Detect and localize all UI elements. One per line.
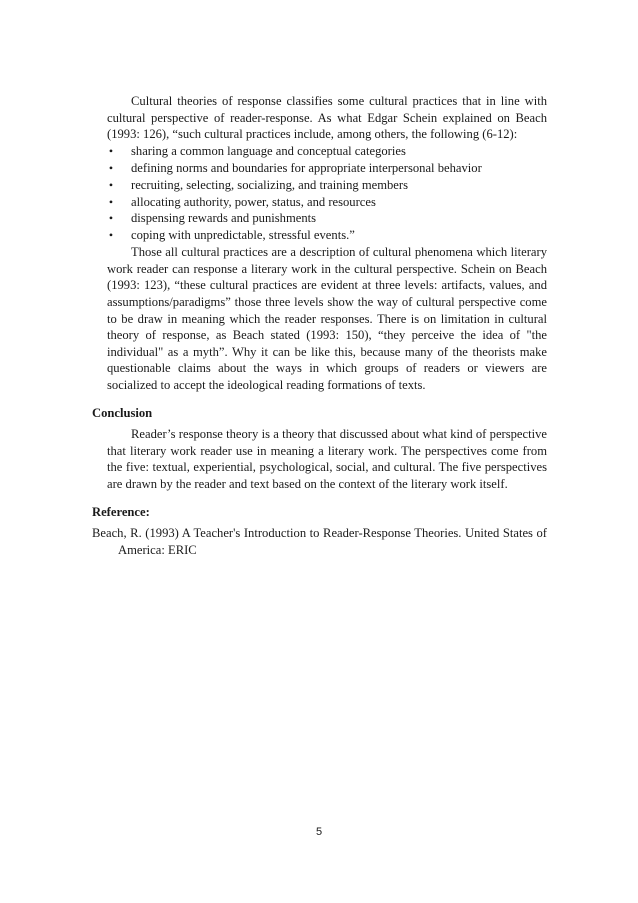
- list-item-text: coping with unpredictable, stressful events.”: [131, 228, 355, 243]
- page-content: [92, 93, 547, 558]
- cultural-practices-paragraph: Those all cultural practices are a description of cultural phenomena which literary work reader can response a literary work in the cultural perspective. Schein on Beach (1993: 123), “these cultural practices are evident at three levels: artifacts, values, and assumptions/paradigms” those three levels show the way of cultural perspective come to be draw in meaning which the reader responses. There is on limitation in cultural theory of response, as Beach stated (1993: 150), “they perceive the idea of "the individual" as a myth”. Why it can be like this, because many of the theorists make questionable claims about the ways in which groups of readers or viewers are socialized to accept the ideological reading formations of texts.: [107, 245, 547, 392]
- conclusion-heading: Conclusion: [92, 405, 153, 420]
- bullet-icon: •: [108, 228, 114, 243]
- bullet-icon: •: [108, 194, 114, 209]
- list-item-text: sharing a common language and conceptual categories: [131, 143, 406, 158]
- list-item-text: dispensing rewards and punishments: [131, 211, 317, 226]
- list-item: [107, 210, 547, 227]
- page-number: 5: [315, 826, 323, 838]
- list-item: [107, 143, 547, 160]
- bullet-icon: •: [108, 177, 114, 192]
- list-item: [107, 160, 547, 177]
- cultural-practices-list: [92, 143, 547, 244]
- bullet-icon: •: [108, 143, 114, 158]
- reference-entry: Beach, R. (1993) A Teacher's Introduction to Reader-Response Theories. United States of America: ERIC: [92, 526, 547, 557]
- intro-paragraph: Cultural theories of response classifies some cultural practices that in line with cultural perspective of reader-response. As what Edgar Schein explained on Beach (1993: 126), “such cultural practices include, among others, the following (6-12):: [107, 94, 547, 142]
- list-item-text: recruiting, selecting, socializing, and training members: [131, 177, 408, 192]
- list-item-text: defining norms and boundaries for appropriate interpersonal behavior: [131, 160, 482, 175]
- bullet-icon: •: [108, 160, 114, 175]
- list-item: [107, 194, 547, 211]
- conclusion-paragraph: Reader’s response theory is a theory that discussed about what kind of perspective that literary work reader use in meaning a literary work. The perspectives come from the five: textual, experiential, psychological, social, and cultural. The five perspectives are drawn by the reader and text based on the context of the literary work itself.: [107, 427, 547, 491]
- bullet-icon: •: [108, 211, 114, 226]
- list-item: [107, 227, 547, 244]
- list-item: [107, 177, 547, 194]
- list-item-text: allocating authority, power, status, and resources: [131, 194, 376, 209]
- reference-heading: Reference:: [92, 504, 150, 519]
